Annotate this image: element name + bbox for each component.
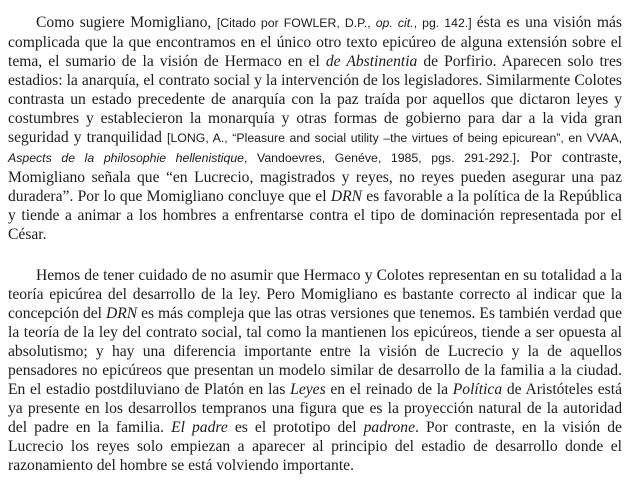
paragraph bbox=[8, 13, 622, 244]
citation-run: op. cit. bbox=[375, 16, 414, 30]
text-run: El padre bbox=[171, 419, 228, 436]
text-run: en el reinado de la bbox=[325, 381, 453, 398]
text-run: de Aristóteles está ya presente en los desarrollos tempranos una figura que es la proyección natural de la autoridad del padre en la familia. bbox=[8, 381, 623, 436]
text-run: DRN bbox=[330, 188, 362, 205]
text-run: Leyes bbox=[290, 381, 326, 398]
text-run: ésta es una visión más complicada que la que encontramos en el único otro texto epicúreo de alguna extensión sobre el tema, el sumario de la visión de Hermaco en el bbox=[8, 14, 622, 70]
document-body bbox=[8, 13, 622, 475]
text-run: Política bbox=[452, 381, 503, 398]
text-run: Hemos de tener cuidado de no asumir que Hermaco y Colotes representan en su totalidad a la teoría epicúrea del desarrollo de la ley. Pero Momigliano es bastante correcto al indicar que la concepción del bbox=[8, 267, 622, 322]
citation-run: Aspects de la philosophie hellenistique bbox=[8, 151, 245, 165]
text-run: es el prototipo del bbox=[227, 419, 364, 436]
text-run: Como sugiere Momigliano, bbox=[36, 14, 217, 31]
text-run: DRN bbox=[105, 305, 138, 322]
text-run: es más compleja que las otras versiones que tenemos. Es también verdad que la teoría de la ley del contrato social, tal como la mantienen los epicúreos, tiende a ser opuesta al absolutismo; y hay una diferencia importante entre la visión de Lucrecio y la de aquellos pensadores no epicúreos que presentan un modelo similar de desarrollo de la familia a la ciudad. En el estadio postdiluviano de Platón en las bbox=[8, 305, 622, 398]
citation-run: , pg. 142.] bbox=[413, 16, 477, 30]
text-run: de Porfirio. Aparecen solo tres estadios: la anarquía, el contrato social y la intervención de los legisladores. Similarmente Colotes contrasta un estado precedente de anarquía con la paz traída por aquellos que dictaron leyes y costumbres y establecieron la monarquía y otras formas de gobierno para dar a la vida gran seguridad y tranquilidad bbox=[8, 53, 622, 146]
text-run: padrone bbox=[363, 419, 416, 436]
citation-run: [Citado por FOWLER, D.P., bbox=[216, 16, 376, 30]
text-run: . Por contraste, Momigliano señala que “en Lucrecio, magistrados y reyes, no reyes pueden asegurar una paz duradera”. Por lo que Momigliano concluye que el bbox=[8, 149, 623, 205]
citation-run: [LONG, A., “Pleasure and social utility –the virtues of being epicurean”, en VVAA, bbox=[167, 131, 622, 145]
text-run: . Por contraste, en la visión de Lucrecio los reyes solo empiezan a aparecer al principio del estadio de desarrollo donde el razonamiento del hombre se está volviendo importante. bbox=[8, 419, 622, 474]
paragraph bbox=[8, 266, 622, 475]
text-run: de Abstinentia bbox=[325, 53, 418, 70]
citation-run: , Vandoevres, Genéve, 1985, pgs. 291-292.] bbox=[244, 151, 517, 165]
text-run: es favorable a la política de la República y tiende a animar a los hombres a enfrentarse contra el tipo de dominación representada por el César. bbox=[8, 188, 622, 243]
